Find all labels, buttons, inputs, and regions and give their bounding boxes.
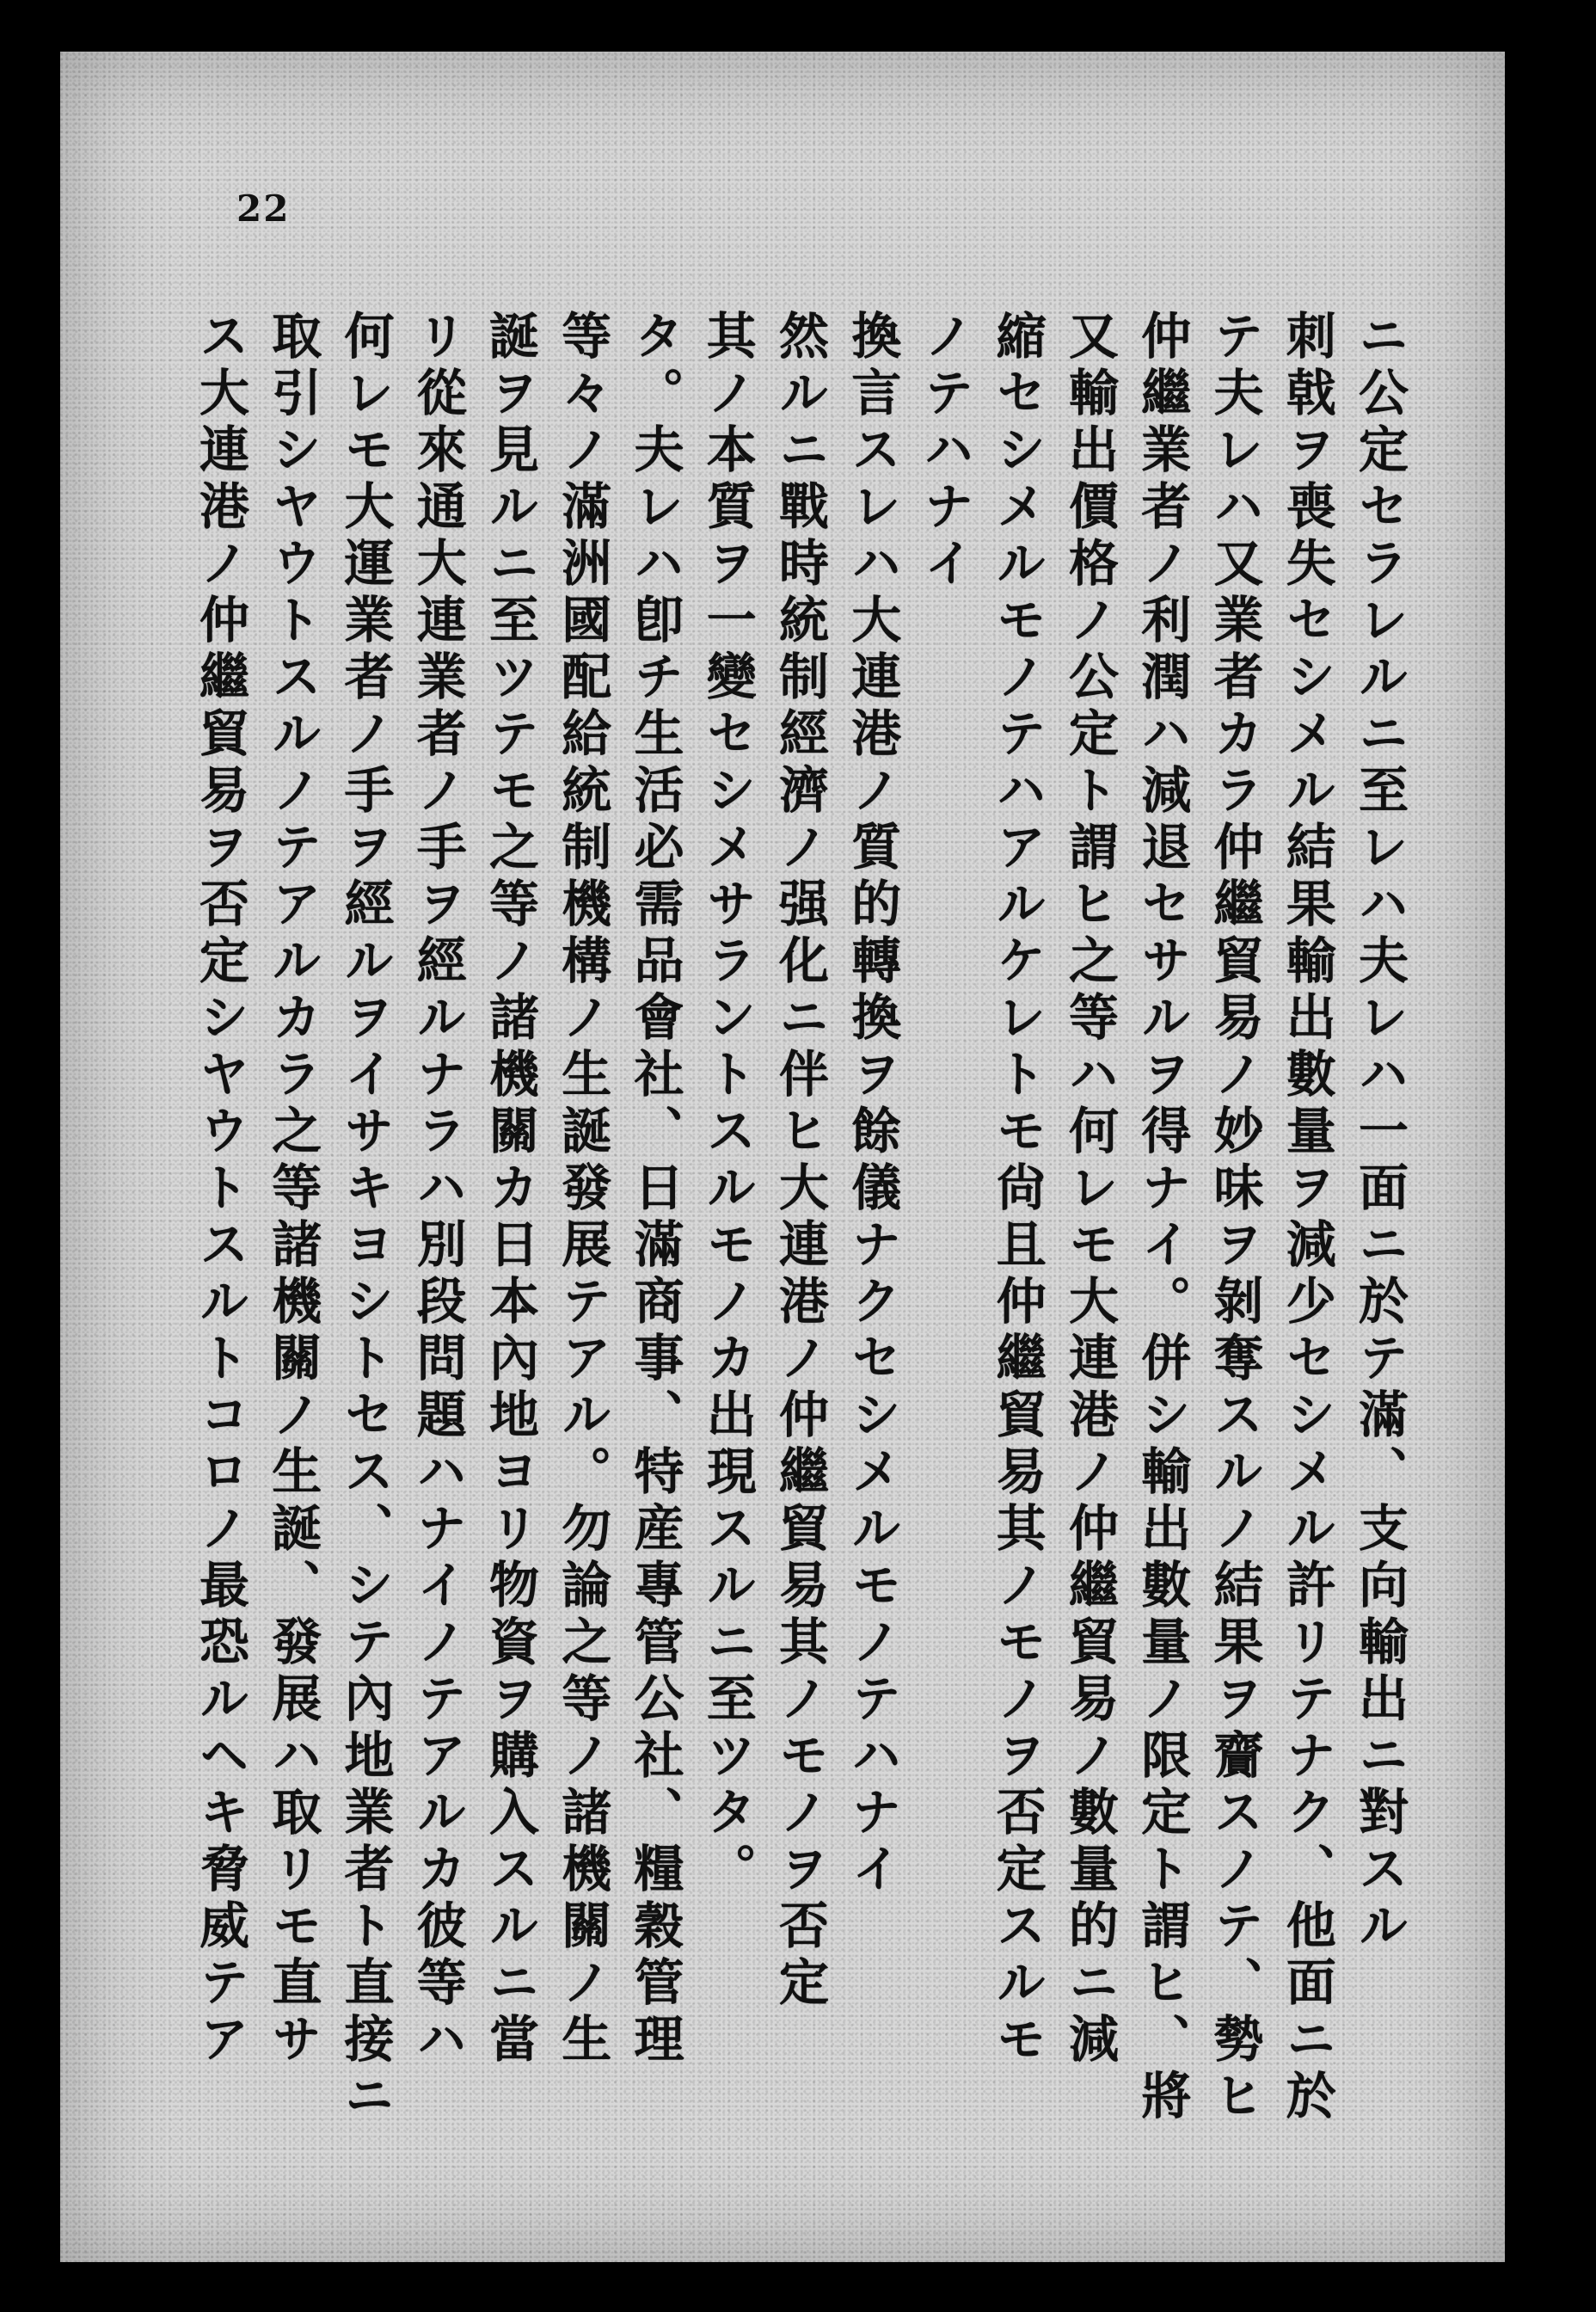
text-column: テ夫レハ又業者カラ仲繼貿易ノ妙味ヲ剝奪スルノ結果ヲ齎スノテ、勢ヒ [1205,310,1264,2126]
document-page [60,52,1505,2262]
text-column: リ從來通大連業者ノ手ヲ經ルナラハ別段問題ハナイノテアルカ彼等ハ [408,310,467,2069]
text-column: 換言スレハ大連港ノ質的轉換ヲ餘儀ナクセシメルモノテハナイ [843,310,902,1899]
text-column: 誕ヲ見ルニ至ツテモ之等ノ諸機關カ日本內地ヨリ物資ヲ購入スルニ當 [481,310,539,2069]
text-column: 何レモ大運業者ノ手ヲ經ルヲイサキヨシトセス、シテ內地業者ト直接ニ [335,310,395,2126]
text-column: 縮セシメルモノテハアルケレトモ尙且仲繼貿易其ノモノヲ否定スルモ [987,310,1047,2069]
text-column: 取引シヤウトスルノテアルカラ之等諸機關ノ生誕、發展ハ取リモ直サ [263,310,322,2069]
page-number: 22 [236,188,291,230]
text-column: ノテハナイ [915,310,974,593]
text-column: 又輸出價格ノ公定ト謂ヒ之等ハ何レモ大連港ノ仲繼貿易ノ數量的ニ減 [1060,310,1119,2069]
text-column: 其ノ本質ヲ一變セシメサラントスルモノカ出現スルニ至ツタ。 [697,310,757,1899]
text-column: 然ルニ戰時統制經濟ノ强化ニ伴ヒ大連港ノ仲繼貿易其ノモノヲ否定 [770,310,829,2013]
text-column: ス大連港ノ仲繼貿易ヲ否定シヤウトスルトコロノ最恐ルヘキ脅威テア [191,310,249,2069]
text-column: 仲繼業者ノ利潤ハ減退セサルヲ得ナイ。併シ輸出數量ノ限定ト謂ヒ、將 [1133,310,1192,2126]
text-column: ニ公定セラレルニ至レハ夫レハ一面ニ於テ滿、支向輸出ニ對スル [1350,310,1409,1956]
text-column: タ。夫レハ卽チ生活必需品會社、日滿商事、特産專管公社、糧穀管理 [625,310,684,2069]
text-column: 等々ノ滿洲國配給統制機構ノ生誕發展テアル。勿論之等ノ諸機關ノ生 [553,310,612,2069]
vertical-text-body [189,310,1410,2176]
text-column: 刺戟ヲ喪失セシメル結果輸出數量ヲ減少セシメル許リテナク、他面ニ於 [1277,310,1336,2126]
